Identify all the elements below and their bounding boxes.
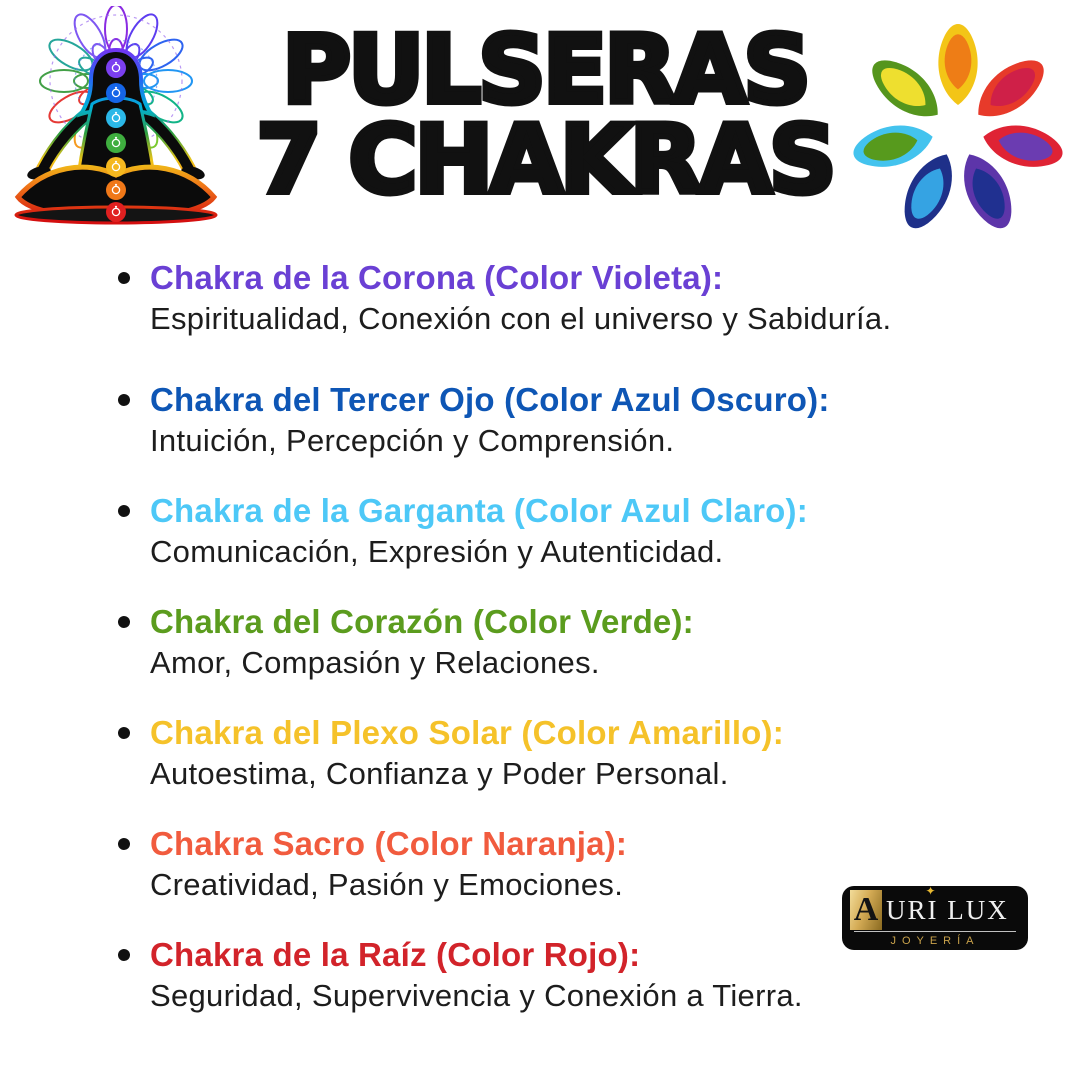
chakra-heading: Chakra de la Raíz (Color Rojo): <box>150 936 641 973</box>
chakra-heading: Chakra de la Corona (Color Violeta): <box>150 259 724 296</box>
list-item-text <box>150 822 627 904</box>
flower-petal <box>849 118 937 174</box>
list-item <box>118 256 1048 338</box>
chakra-heading: Chakra Sacro (Color Naranja): <box>150 825 628 862</box>
list-item-text <box>150 489 808 571</box>
chakra-description: Creatividad, Pasión y Emociones. <box>150 867 624 902</box>
list-item <box>118 378 1048 460</box>
logo-initial: A <box>850 890 882 930</box>
chakra-heading: Chakra del Corazón (Color Verde): <box>150 603 694 640</box>
bullet-dot-icon <box>118 394 130 406</box>
chakra-description: Intuición, Percepción y Comprensión. <box>150 423 675 458</box>
flower-petal <box>938 24 977 105</box>
logo-name-i <box>925 883 939 926</box>
list-item-text <box>150 711 784 793</box>
list-item <box>118 600 1048 682</box>
chakra-description: Comunicación, Expresión y Autenticidad. <box>150 534 724 569</box>
list-item-text <box>150 933 803 1015</box>
chakra-description: Autoestima, Confianza y Poder Personal. <box>150 756 729 791</box>
list-item <box>118 489 1048 571</box>
flower-petal <box>966 49 1054 130</box>
list-item-text <box>150 378 830 460</box>
list-item <box>118 711 1048 793</box>
bullet-dot-icon <box>118 727 130 739</box>
chakra-description: Amor, Compasión y Relaciones. <box>150 645 600 680</box>
chakra-heading: Chakra del Plexo Solar (Color Amarillo): <box>150 714 784 751</box>
logo-subtitle: JOYERÍA <box>854 931 1016 947</box>
flower-petal <box>979 118 1067 174</box>
bullet-dot-icon <box>118 272 130 284</box>
logo-name-lux: LUX <box>938 894 1009 925</box>
chakra-description: Seguridad, Supervivencia y Conexión a Tierra. <box>150 978 803 1013</box>
flower-petal <box>862 49 950 130</box>
chakra-flower-icon <box>845 12 1073 244</box>
bullet-dot-icon <box>118 838 130 850</box>
chakra-description: Espiritualidad, Conexión con el universo y Sabiduría. <box>150 301 892 336</box>
meditation-figure-icon <box>5 6 227 228</box>
title-line2: 7 CHAKRAS <box>256 106 834 215</box>
star-icon: ✦ <box>925 883 936 898</box>
bullet-dot-icon <box>118 616 130 628</box>
list-item-text <box>150 256 891 338</box>
chakra-heading: Chakra de la Garganta (Color Azul Claro): <box>150 492 808 529</box>
page-title <box>235 16 855 215</box>
bullet-dot-icon <box>118 505 130 517</box>
brand-logo <box>842 883 1028 950</box>
chakra-heading: Chakra del Tercer Ojo (Color Azul Oscuro): <box>150 381 830 418</box>
title-line1: PULSERAS <box>282 16 808 125</box>
logo-name-i-letter: I <box>927 894 939 925</box>
logo-name-ur: UR <box>886 894 928 925</box>
logo-name <box>886 883 1009 926</box>
list-item-text <box>150 600 694 682</box>
brand-name-row <box>850 883 1020 930</box>
bullet-dot-icon <box>118 949 130 961</box>
